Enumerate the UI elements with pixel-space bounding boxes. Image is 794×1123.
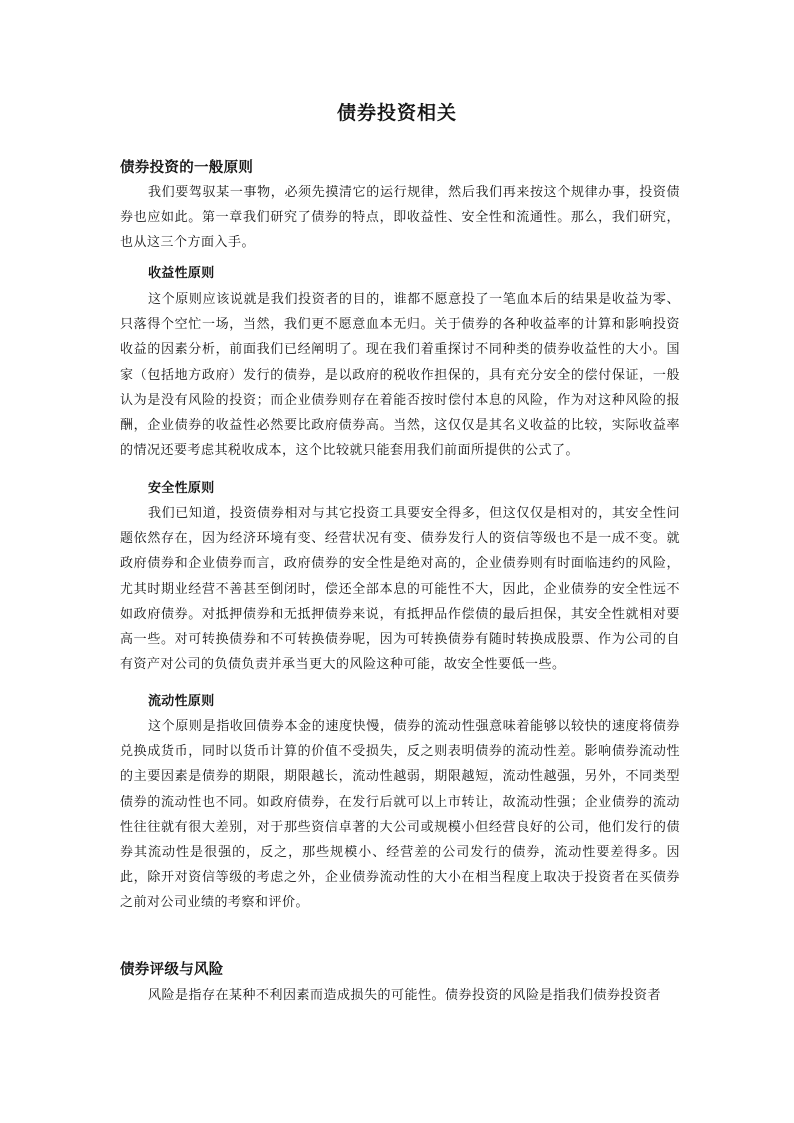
subheading-liquidity-principle: 流动性原则 xyxy=(148,694,215,709)
paragraph-safety-principle: 我们已知道，投资债券相对与其它投资工具要安全得多，但这仅仅是相对的，其安全性问题依然存在，因为经济环境有变、经营状况有变、债券发行人的资信等级也不是一成不变。就政府债券和企业债券而言，政府债券的安全性是绝对高的，企业债券则有时面临违约的风险，尤其时期业经营不善甚至倒闭时，偿还全部本息的可能性不大，因此，企业债券的安全性远不如政府债券。对抵押债券和无抵押债券来说，有抵押品作偿债的最后担保，其安全性就相对要高一些。对可转换债券和不可转换债券呢，因为可转换债券有随时转换成股票、作为公司的自有资产对公司的负债负责并承当更大的风险这种可能，故安全性要低一些。 xyxy=(120,506,680,673)
section-heading-rating-risk: 债券评级与风险 xyxy=(120,962,224,978)
subheading-yield-principle: 收益性原则 xyxy=(148,266,215,281)
section-heading-general-principles: 债券投资的一般原则 xyxy=(120,160,254,176)
paragraph-risk-intro: 风险是指存在某种不利因素而造成损失的可能性。债券投资的风险是指我们债券投资者 xyxy=(148,988,662,1003)
paragraph-liquidity-principle: 这个原则是指收回债券本金的速度快慢，债券的流动性强意味着能够以较快的速度将债券兑换成货币，同时以货币计算的价值不受损失，反之则表明债券的流动性差。影响债券流动性的主要因素是债券的期限，期限越长，流动性越弱，期限越短，流动性越强，另外，不同类型债券的流动性也不同。如政府债券，在发行后就可以上市转让，故流动性强；企业债券的流动性往往就有很大差别，对于那些资信卓著的大公司或规模小但经营良好的公司，他们发行的债券其流动性是很强的，反之，那些规模小、经营差的公司发行的债券，流动性要差得多。因此，除开对资信等级的考虑之外，企业债券流动性的大小在相当程度上取决于投资者在买债券之前对公司业绩的考察和评价。 xyxy=(120,719,680,911)
subheading-safety-principle: 安全性原则 xyxy=(148,481,215,496)
document-title: 债券投资相关 xyxy=(336,102,457,124)
paragraph-intro: 我们要驾驭某一事物，必须先摸清它的运行规律，然后我们再来按这个规律办事，投资债券也应如此。第一章我们研究了债券的特点，即收益性、安全性和流通性。那么，我们研究，也从这三个方面入手。 xyxy=(120,185,680,251)
paragraph-yield-principle: 这个原则应该说就是我们投资者的目的，谁都不愿意投了一笔血本后的结果是收益为零、只落得个空忙一场，当然，我们更不愿意血本无归。关于债券的各种收益率的计算和影响投资收益的因素分析，前面我们已经阐明了。现在我们着重探讨不同种类的债券收益性的大小。国家（包括地方政府）发行的债券，是以政府的税收作担保的，具有充分安全的偿付保证，一般认为是没有风险的投资；而企业债券则存在着能否按时偿付本息的风险，作为对这种风险的报酬，企业债券的收益性必然要比政府债券高。当然，这仅仅是其名义收益的比较，实际收益率的情况还要考虑其税收成本，这个比较就只能套用我们前面所提供的公式了。 xyxy=(120,292,680,459)
